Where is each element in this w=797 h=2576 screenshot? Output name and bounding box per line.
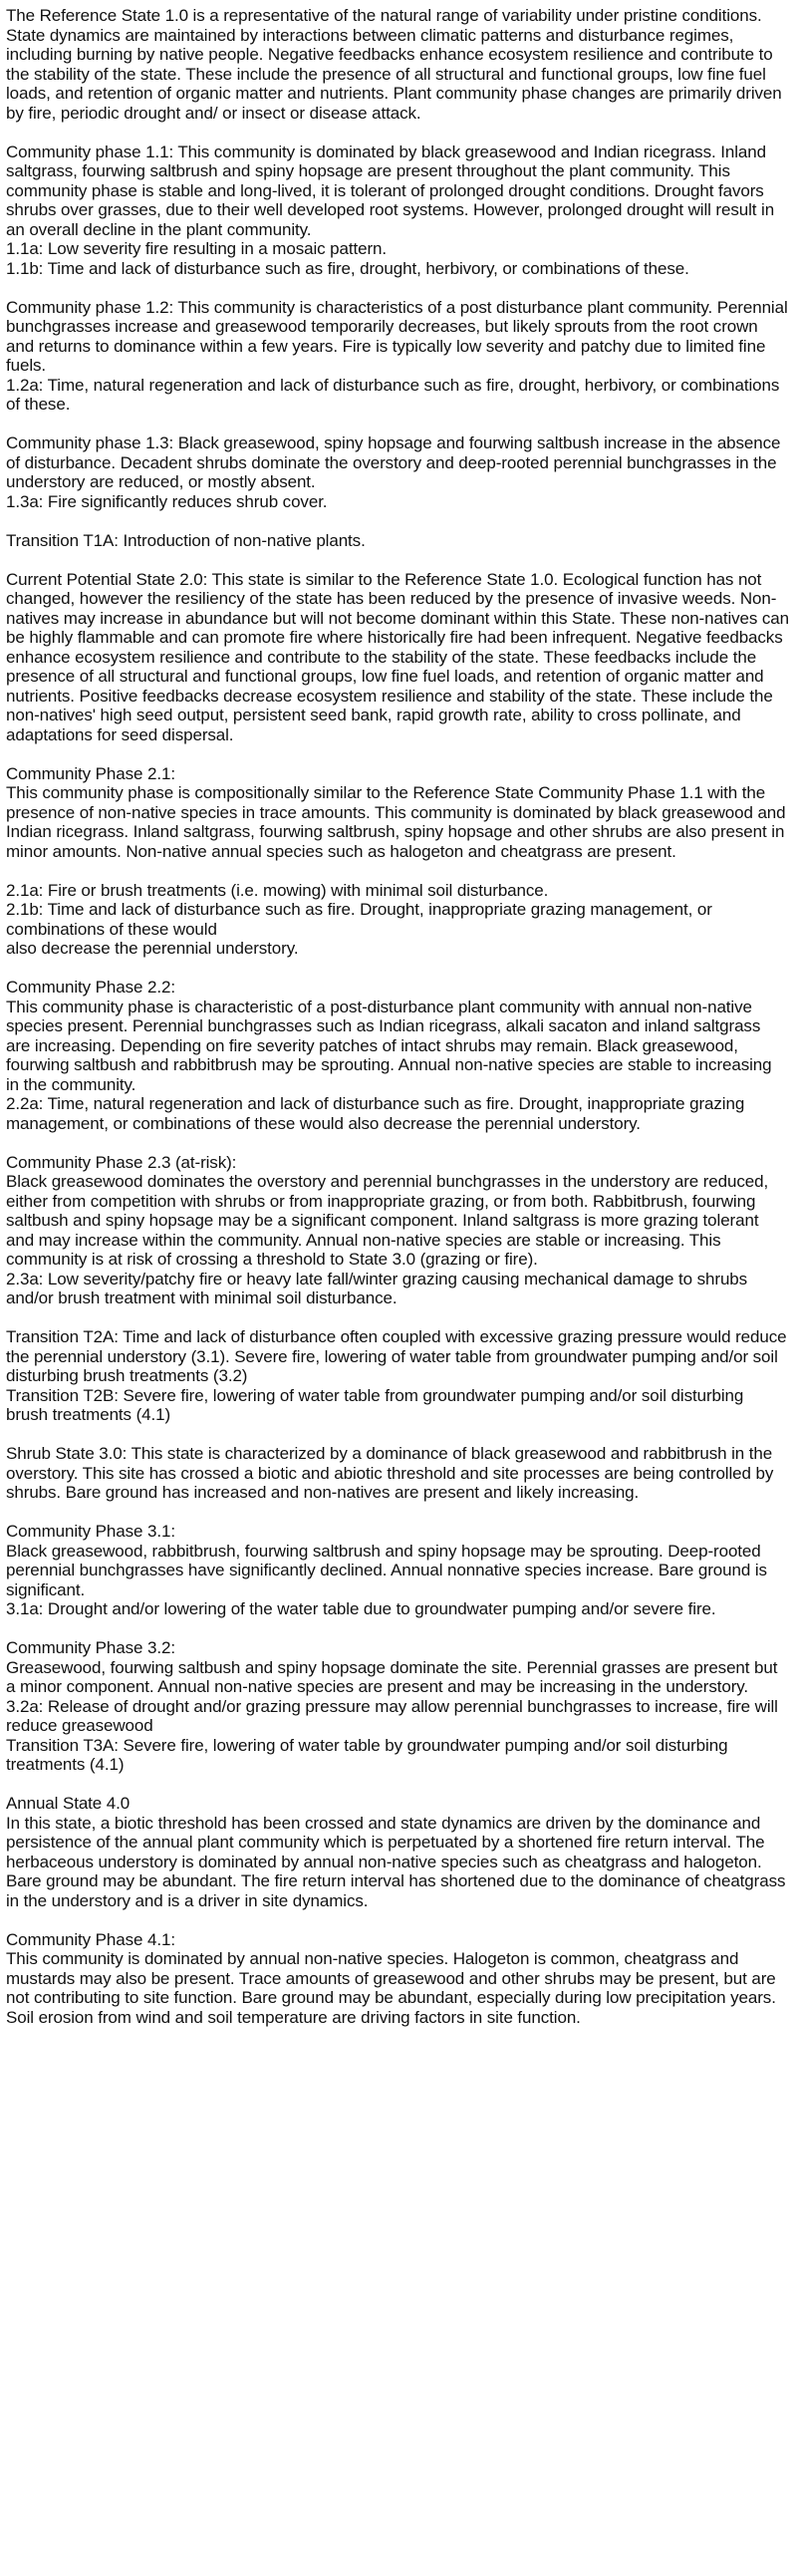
paragraph-community-phase-2-1: Community Phase 2.1: This community phase is compositionally similar to the Reference State Community Phase 1.1 with the presence of non-native species in trace amounts. This community is dominated by black greasewood and Indian ricegrass. Inland saltgrass, fourwing saltbrush, spiny hopsage and other shrubs are also present in minor amounts. Non-native annual species such as halogeton and cheatgrass are present. — [6, 763, 786, 861]
paragraph-community-phase-3-1: Community Phase 3.1: Black greasewood, rabbitbrush, fourwing saltbrush and spiny hopsage may be sprouting. Deep-rooted perennial bunchgrasses have significantly declined. Annual nonnative species increase. Bare ground is significant. 3.1a: Drought and/or lowering of the water table due to groundwater pumping and/or severe fire. — [6, 1522, 767, 1618]
paragraph-transition-t1a: Transition T1A: Introduction of non-native plants. — [6, 530, 366, 550]
paragraph-transitions-t2: Transition T2A: Time and lack of disturbance often coupled with excessive grazing pressure would reduce the perennial understory (3.1). Severe fire, lowering of water table from groundwater pumping and/or soil disturbing brush treatments (3.2) Transition T2B: Severe fire, lowering of water table from groundwater pumping and/or soil disturbing brush treatments (4.1) — [6, 1327, 787, 1424]
paragraph-community-phase-4-1: Community Phase 4.1: This community is dominated by annual non-native species. Halogeton is common, cheatgrass and mustards may also be present. Trace amounts of greasewood and other shrubs may be present, but are not contributing to site function. Bare ground may be abundant, especially during low precipitation years. Soil erosion from wind and soil temperature are driving factors in site function. — [6, 1929, 776, 2027]
paragraph-community-phase-2-3: Community Phase 2.3 (at-risk): Black greasewood dominates the overstory and perennial bunchgrasses in the understory are reduced, either from competition with shrubs or from inappropriate grazing, or from both. Rabbitbrush, fourwing saltbush and spiny hopsage may be a significant component. Inland saltgrass is more grazing tolerant and may increase within the community. Annual non-native species are stable or increasing. This community is at risk of crossing a threshold to State 3.0 (grazing or fire). 2.3a: Low severity/patchy fire or heavy late fall/winter grazing causing mechanical damage to shrubs and/or brush treatment with minimal soil disturbance. — [6, 1152, 769, 1307]
paragraph-community-phase-1-2: Community phase 1.2: This community is characteristics of a post disturbance plant community. Perennial bunchgrasses increase and greasewood temporarily decreases, but likely sprouts from the root crown and returns to dominance within a few years. Fire is typically low severity and patchy due to limited fine fuels. 1.2a: Time, natural regeneration and lack of disturbance such as fire, drought, herbivory, or combinations of these. — [6, 297, 788, 414]
document-body — [6, 6, 794, 2027]
paragraph-shrub-state: Shrub State 3.0: This state is characterized by a dominance of black greasewood and rabbitbrush in the overstory. This site has crossed a biotic and abiotic threshold and site processes are being controlled by shrubs. Bare ground has increased and non-natives are present and likely increasing. — [6, 1444, 778, 1502]
paragraph-community-phase-1-1: Community phase 1.1: This community is dominated by black greasewood and Indian ricegrass. Inland saltgrass, fourwing saltbrush and spiny hopsage are present throughout the plant community. This community phase is stable and long-lived, it is tolerant of prolonged drought conditions. Drought favors shrubs over grasses, due to their well developed root systems. However, prolonged drought will result in an overall decline in the plant community. 1.1a: Low severity fire resulting in a mosaic pattern. 1.1b: Time and lack of disturbance such as fire, drought, herbivory, or combinations of these. — [6, 142, 775, 278]
paragraph-community-phase-1-3: Community phase 1.3: Black greasewood, spiny hopsage and fourwing saltbush increase in the absence of disturbance. Decadent shrubs dominate the overstory and deep-rooted perennial bunchgrasses in the understory are reduced, or mostly absent. 1.3a: Fire significantly reduces shrub cover. — [6, 433, 781, 511]
paragraph-community-phase-3-2: Community Phase 3.2: Greasewood, fourwing saltbush and spiny hopsage dominate the site. Perennial grasses are present but a minor component. Annual non-native species are present and may be increasing in the understory. 3.2a: Release of drought and/or grazing pressure may allow perennial bunchgrasses to increase, fire will reduce greasewood Transition T3A: Severe fire, lowering of water table by groundwater pumping and/or soil disturbing treatments (4.1) — [6, 1638, 778, 1774]
paragraph-community-phase-2-2: Community Phase 2.2: This community phase is characteristic of a post-disturbance plant community with annual non-native species present. Perennial bunchgrasses such as Indian ricegrass, alkali sacaton and inland saltgrass are increasing. Depending on fire severity patches of intact shrubs may remain. Black greasewood, fourwing saltbush and rabbitbrush may be sprouting. Annual non-native species are stable to increasing in the community. 2.2a: Time, natural regeneration and lack of disturbance such as fire. Drought, inappropriate grazing management, or combinations of these would also decrease the perennial understory. — [6, 978, 772, 1133]
paragraph-annual-state: Annual State 4.0 In this state, a biotic threshold has been crossed and state dynamics are driven by the dominance and persistence of the annual plant community which is perpetuated by a shortened fire return interval. The herbaceous understory is dominated by annual non-native species such as cheatgrass and halogeton. Bare ground may be abundant. The fire return interval has shortened due to the dominance of cheatgrass in the understory and is a driver in site dynamics. — [6, 1794, 786, 1910]
paragraph-reference-state: The Reference State 1.0 is a representative of the natural range of variability under pristine conditions. State dynamics are maintained by interactions between climatic patterns and disturbance regimes, including burning by native people. Negative feedbacks enhance ecosystem resilience and contribute to the stability of the state. These include the presence of all structural and functional groups, low fine fuel loads, and retention of organic matter and nutrients. Plant community phase changes are primarily driven by fire, periodic drought and/ or insect or disease attack. — [6, 6, 787, 123]
paragraph-current-potential-state: Current Potential State 2.0: This state is similar to the Reference State 1.0. Ecological function has not changed, however the resiliency of the state has been reduced by the presence of invasive weeds. Non-natives may increase in abundance but will not become dominant within this State. These non-natives can be highly flammable and can promote fire where historically fire had been infrequent. Negative feedbacks enhance ecosystem resilience and contribute to the stability of the state. These feedbacks include the presence of all structural and functional groups, low fine fuel loads, and retention of organic matter and nutrients. Positive feedbacks decrease ecosystem resilience and stability of the state. These include the non-natives' high seed output, persistent seed bank, rapid growth rate, ability to cross pollinate, and adaptations for seed dispersal. — [6, 569, 794, 744]
paragraph-pathways-2-1: 2.1a: Fire or brush treatments (i.e. mowing) with minimal soil disturbance. 2.1b: Time and lack of disturbance such as fire. Drought, inappropriate grazing management, or combinations of these would also decrease the perennial understory. — [6, 880, 712, 958]
